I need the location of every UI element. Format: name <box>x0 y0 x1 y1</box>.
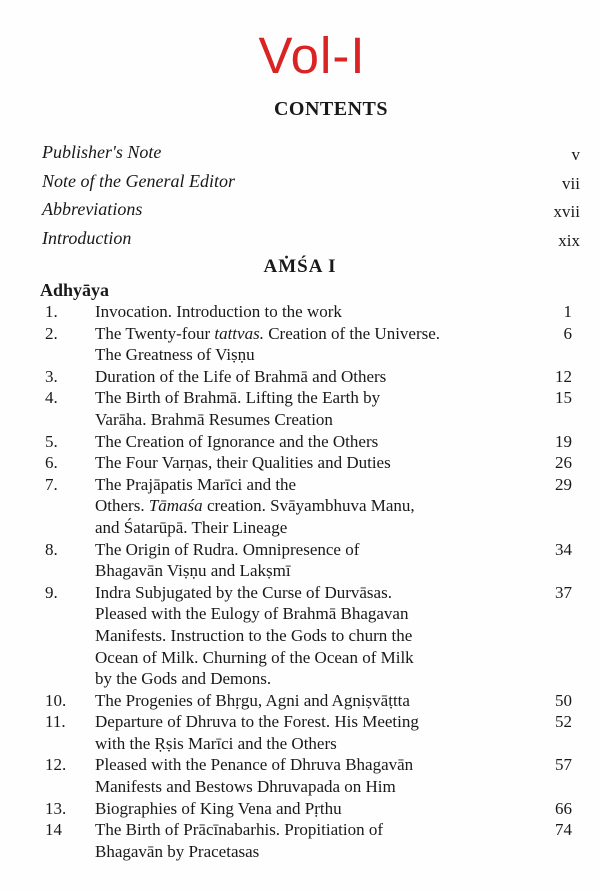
chapter-title-segment: Invocation. Introduction to the work <box>95 302 342 321</box>
toc-entry <box>45 301 572 323</box>
front-matter-label: Publisher's Note <box>42 142 162 162</box>
toc-entry <box>45 582 572 690</box>
front-matter-label: Abbreviations <box>42 199 143 219</box>
chapter-title <box>95 387 528 430</box>
chapter-title-segment: Manifests and Bestows Dhruvapada on Him <box>95 777 396 797</box>
chapter-title <box>95 366 528 388</box>
front-matter-row <box>42 228 580 257</box>
chapter-title <box>95 323 528 366</box>
chapter-number: 7. <box>45 474 58 494</box>
front-matter-page-number: v <box>571 145 580 164</box>
chapter-title-segment: Creation of the Universe. <box>263 323 441 343</box>
front-matter-label: Note of the General Editor <box>42 170 235 191</box>
chapter-title-line <box>95 690 528 712</box>
chapter-title-line <box>95 647 528 669</box>
chapter-title-segment: Departure of Dhruva to the Forest. His Meeting <box>95 712 419 732</box>
chapter-title-segment: Biographies of King Vena and Pṛthu <box>95 798 342 818</box>
front-matter-page-number: xix <box>558 230 580 250</box>
chapter-title <box>95 301 528 323</box>
chapter-title-line <box>95 819 528 841</box>
chapter-page-number: 6 <box>563 323 572 343</box>
chapter-page-number: 74 <box>555 820 572 840</box>
chapter-number: 6. <box>45 453 58 473</box>
chapter-title <box>95 711 528 754</box>
chapter-title-line <box>95 301 528 323</box>
chapter-number: 1. <box>45 302 58 321</box>
chapter-number: 12. <box>45 755 67 775</box>
chapter-page-number: 50 <box>555 690 572 710</box>
chapter-title-segment: The Birth of Prācīnabarhis. Propitiation of <box>95 820 383 840</box>
chapter-title-line <box>95 733 528 755</box>
chapter-title-segment: Manifests. Instruction to the Gods to churn the <box>95 625 413 645</box>
chapter-number: 3. <box>45 366 58 386</box>
front-matter-row <box>42 199 580 228</box>
chapter-title-line <box>95 452 528 474</box>
toc-entry <box>45 754 572 797</box>
toc-entry <box>45 323 572 366</box>
chapter-title-segment: The Prajāpatis Marīci and the <box>95 474 297 494</box>
chapter-title-segment: Duration of the Life of Brahmā and Others <box>95 366 387 386</box>
contents-heading: CONTENTS <box>273 98 389 120</box>
chapter-page-number: 57 <box>555 755 572 775</box>
chapter-list <box>45 301 572 862</box>
chapter-title-line <box>95 409 528 431</box>
chapter-title-line <box>95 841 528 863</box>
chapter-page-number: 52 <box>555 712 572 732</box>
chapter-number: 8. <box>45 539 58 559</box>
chapter-title-segment: The Twenty-four <box>95 323 215 343</box>
chapter-title-line <box>95 754 528 776</box>
chapter-number: 4. <box>45 388 58 408</box>
chapter-number: 14 <box>45 820 62 840</box>
chapter-page-number: 12 <box>555 366 572 386</box>
chapter-title-line <box>95 539 528 561</box>
chapter-title <box>95 452 528 474</box>
chapter-page-number: 66 <box>555 798 572 818</box>
chapter-title <box>95 539 528 582</box>
chapter-number: 5. <box>45 431 58 451</box>
chapter-title-line <box>95 474 528 496</box>
chapter-title-segment: The Four Varṇas, their Qualities and Duties <box>95 453 391 473</box>
chapter-title-line <box>95 366 528 388</box>
chapter-title-segment: The Progenies of Bhṛgu, Agni and Agniṣvāṭtta <box>95 690 410 710</box>
front-matter-label: Introduction <box>42 227 132 248</box>
chapter-title-segment: Bhagavān by Pracetasas <box>95 841 260 861</box>
chapter-page-number: 15 <box>555 388 572 408</box>
chapter-title <box>95 690 528 712</box>
chapter-title-segment: The Birth of Brahmā. Lifting the Earth by <box>95 388 381 408</box>
chapter-title <box>95 582 528 690</box>
toc-entry <box>45 819 572 862</box>
chapter-title-line <box>95 517 528 539</box>
chapter-title-segment: The Origin of Rudra. Omnipresence of <box>95 539 360 559</box>
chapter-title <box>95 798 528 820</box>
chapter-title <box>95 819 528 862</box>
chapter-number: 13. <box>45 798 67 818</box>
chapter-title-line <box>95 798 528 820</box>
toc-entry <box>45 452 572 474</box>
chapter-page-number: 29 <box>555 474 572 494</box>
front-matter-row <box>42 171 580 200</box>
toc-entry <box>45 539 572 582</box>
chapter-number: 9. <box>45 582 58 602</box>
chapter-title-segment: Pleased with the Penance of Dhruva Bhagavān <box>95 755 414 775</box>
chapter-title-segment: Bhagavān Viṣṇu and Lakṣmī <box>95 561 291 581</box>
chapter-title-italic-segment: tattvas. <box>214 323 264 343</box>
chapter-title-segment: The Greatness of Viṣṇu <box>95 345 255 365</box>
chapter-title-line <box>95 711 528 733</box>
toc-entry <box>45 711 572 754</box>
toc-entry <box>45 474 572 539</box>
chapter-title-segment: Others. <box>95 496 149 516</box>
section-heading: AṀŚA I <box>263 256 337 277</box>
chapter-title-segment: by the Gods and Demons. <box>95 669 272 689</box>
chapter-title-segment: Indra Subjugated by the Curse of Durvāsas. <box>95 582 392 602</box>
chapter-page-number: 26 <box>555 453 572 473</box>
front-matter-row <box>42 142 580 171</box>
chapter-title-segment: with the Ṛṣis Marīci and the Others <box>95 733 337 753</box>
chapter-page-number: 37 <box>555 582 572 602</box>
chapter-title-segment: Pleased with the Eulogy of Brahmā Bhagavan <box>95 604 409 624</box>
chapter-number: 2. <box>45 323 58 343</box>
chapter-title-segment: Varāha. Brahmā Resumes Creation <box>95 409 333 429</box>
adhyaya-label: Adhyāya <box>40 280 110 300</box>
chapter-title-line <box>95 668 528 690</box>
chapter-title <box>95 474 528 539</box>
chapter-title-italic-segment: Tāmaśa <box>148 496 203 516</box>
front-matter-page-number: xvii <box>553 202 580 221</box>
toc-entry <box>45 366 572 388</box>
front-matter-list <box>42 142 580 256</box>
toc-entry <box>45 690 572 712</box>
chapter-title-line <box>95 387 528 409</box>
chapter-title <box>95 754 528 797</box>
chapter-title-line <box>95 431 528 453</box>
chapter-title-line <box>95 582 528 604</box>
volume-title: Vol-I <box>258 27 366 84</box>
chapter-title-line <box>95 776 528 798</box>
chapter-title-segment: The Creation of Ignorance and the Others <box>95 431 379 451</box>
front-matter-page-number: vii <box>562 173 580 193</box>
chapter-title-segment: Ocean of Milk. Churning of the Ocean of Milk <box>95 647 414 667</box>
chapter-title-line <box>95 323 528 345</box>
chapter-title-line <box>95 495 528 517</box>
chapter-title-line <box>95 625 528 647</box>
chapter-number: 10. <box>45 690 67 710</box>
chapter-title-segment: creation. Svāyambhuva Manu, <box>202 496 415 516</box>
toc-entry <box>45 798 572 820</box>
chapter-title-line <box>95 560 528 582</box>
chapter-page-number: 34 <box>555 539 572 559</box>
chapter-number: 11. <box>45 712 66 732</box>
chapter-title-segment: and Śatarūpā. Their Lineage <box>95 517 288 537</box>
toc-entry <box>45 387 572 430</box>
toc-entry <box>45 431 572 453</box>
chapter-title-line <box>95 344 528 366</box>
chapter-title <box>95 431 528 453</box>
chapter-title-line <box>95 603 528 625</box>
chapter-page-number: 19 <box>555 431 572 451</box>
chapter-page-number: 1 <box>563 302 572 321</box>
